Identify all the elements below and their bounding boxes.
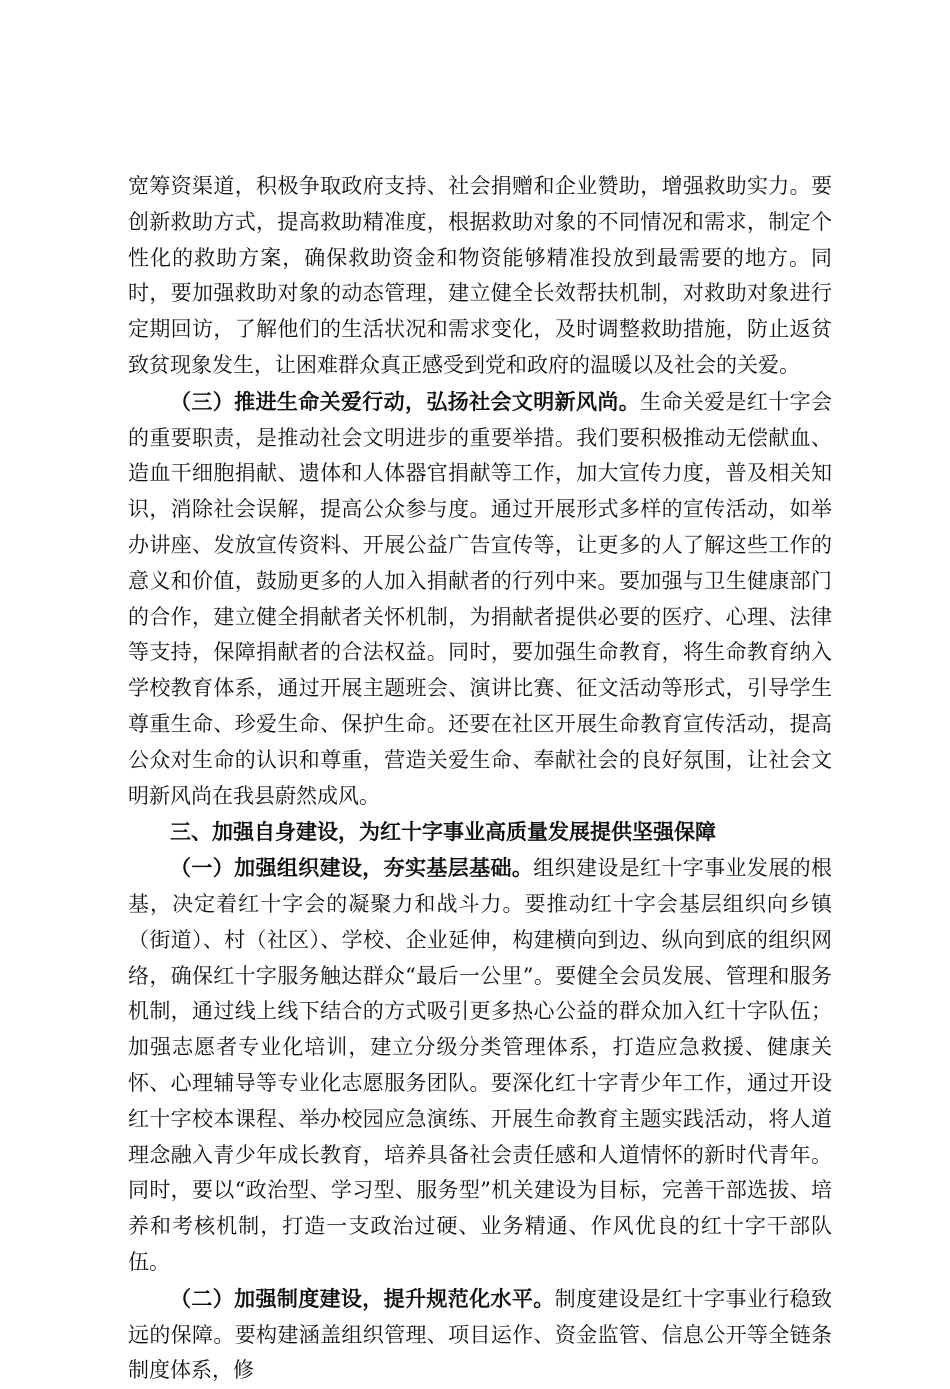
paragraph-lead: （一）加强组织建设，夯实基层基础。 — [170, 855, 534, 881]
paragraph-relief-continued — [128, 169, 832, 384]
paragraph-body: 宽筹资渠道，积极争取政府支持、社会捐赠和企业赞助，增强救助实力。要创新救助方式，提高救助精准度，根据救助对象的不同情况和需求，制定个性化的救助方案，确保救助资金和物资能够精准投放到最需要的地方。同时，要加强救助对象的动态管理，建立健全长效帮扶机制，对救助对象进行定期回访，了解他们的生活状况和需求变化，及时调整救助措施，防止返贫致贫现象发生，让困难群众真正感受到党和政府的温暖以及社会的关爱。 — [128, 174, 832, 377]
paragraph-life-care — [128, 384, 832, 815]
paragraph-body: 组织建设是红十字事业发展的根基，决定着红十字会的凝聚力和战斗力。要推动红十字会基层组织向乡镇（街道）、村（社区）、学校、企业延伸，构建横向到边、纵向到底的组织网络，确保红十字服务触达群众“最后一公里”。要健全会员发展、管理和服务机制，通过线上线下结合的方式吸引更多热心公益的群众加入红十字队伍；加强志愿者专业化培训，建立分级分类管理体系，打造应急救援、健康关怀、心理辅导等专业化志愿服务团队。要深化红十字青少年工作，通过开设红十字校本课程、举办校园应急演练、开展生命教育主题实践活动，将人道理念融入青少年成长教育，培养具备社会责任感和人道情怀的新时代青年。同时，要以“政治型、学习型、服务型”机关建设为目标，完善干部选拔、培养和考核机制，打造一支政治过硬、业务精通、作风优良的红十字干部队伍。 — [128, 856, 832, 1274]
paragraph-organization — [128, 850, 832, 1281]
paragraph-body: 制度建设是红十字事业行稳致远的保障。要构建涵盖组织管理、项目运作、资金监管、信息公开等全链条制度体系，修 — [128, 1286, 833, 1383]
paragraph-lead: （二）加强制度建设，提升规范化水平。 — [170, 1285, 555, 1311]
document-body — [128, 169, 832, 1389]
paragraph-institution — [128, 1281, 832, 1389]
section-heading-three: 三、加强自身建设，为红十字事业高质量发展提供坚强保障 — [170, 819, 716, 845]
paragraph-body: 生命关爱是红十字会的重要职责，是推动社会文明进步的重要举措。我们要积极推动无偿献血、造血干细胞捐献、遗体和人体器官捐献等工作，加大宣传力度，普及相关知识，消除社会误解，提高公众参与度。通过开展形式多样的宣传活动，如举办讲座、发放宣传资料、开展公益广告宣传等，让更多的人了解这些工作的意义和价值，鼓励更多的人加入捐献者的行列中来。要加强与卫生健康部门的合作，建立健全捐献者关怀机制，为捐献者提供必要的医疗、心理、法律等支持，保障捐献者的合法权益。同时，要加强生命教育，将生命教育纳入学校教育体系，通过开展主题班会、演讲比赛、征文活动等形式，引导学生尊重生命、珍爱生命、保护生命。还要在社区开展生命教育宣传活动，提高公众对生命的认识和尊重，营造关爱生命、奉献社会的良好氛围，让社会文明新风尚在我县蔚然成风。 — [128, 389, 833, 808]
paragraph-lead: （三）推进生命关爱行动，弘扬社会文明新风尚。 — [170, 388, 641, 414]
